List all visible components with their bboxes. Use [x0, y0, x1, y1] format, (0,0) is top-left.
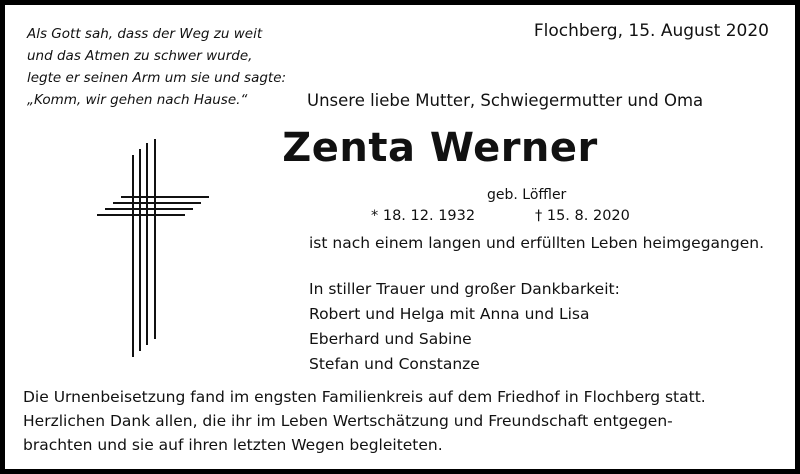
- poem-line: Als Gott sah, dass der Weg zu weit: [27, 26, 263, 42]
- mourners-heading: In stiller Trauer und großer Dankbarkeit:: [309, 280, 620, 298]
- passing-text: ist nach einem langen und erfüllten Leben heimgegangen.: [309, 234, 764, 252]
- intro-text: Unsere liebe Mutter, Schwiegermutter und Oma: [307, 91, 704, 110]
- poem: [27, 23, 286, 111]
- mourners: [309, 277, 620, 377]
- closing-line: brachten und sie auf ihren letzten Wegen begleiteten.: [23, 436, 443, 454]
- poem-line: „Komm, wir gehen nach Hause.“: [27, 92, 248, 108]
- cross-icon: [75, 135, 215, 365]
- poem-line: legte er seinen Arm um sie und sagte:: [27, 70, 287, 86]
- mourner-line: Eberhard und Sabine: [309, 330, 472, 348]
- poem-line: und das Atmen zu schwer wurde,: [27, 48, 253, 64]
- birth-date: * 18. 12. 1932: [371, 208, 476, 224]
- closing-line: Die Urnenbeisetzung fand im engsten Familienkreis auf dem Friedhof in Flochberg statt.: [23, 388, 706, 406]
- deceased-name: Zenta Werner: [282, 125, 598, 171]
- closing-line: Herzlichen Dank allen, die ihr im Leben Wertschätzung und Freundschaft entgegen-: [23, 412, 673, 430]
- mourner-line: Robert und Helga mit Anna und Lisa: [309, 305, 590, 323]
- death-date: † 15. 8. 2020: [535, 208, 630, 224]
- mourner-line: Stefan und Constanze: [309, 355, 480, 373]
- obituary-notice: [5, 5, 795, 469]
- closing-text: [23, 385, 706, 457]
- maiden-name: geb. Löffler: [487, 187, 567, 203]
- place-date: Flochberg, 15. August 2020: [533, 21, 769, 41]
